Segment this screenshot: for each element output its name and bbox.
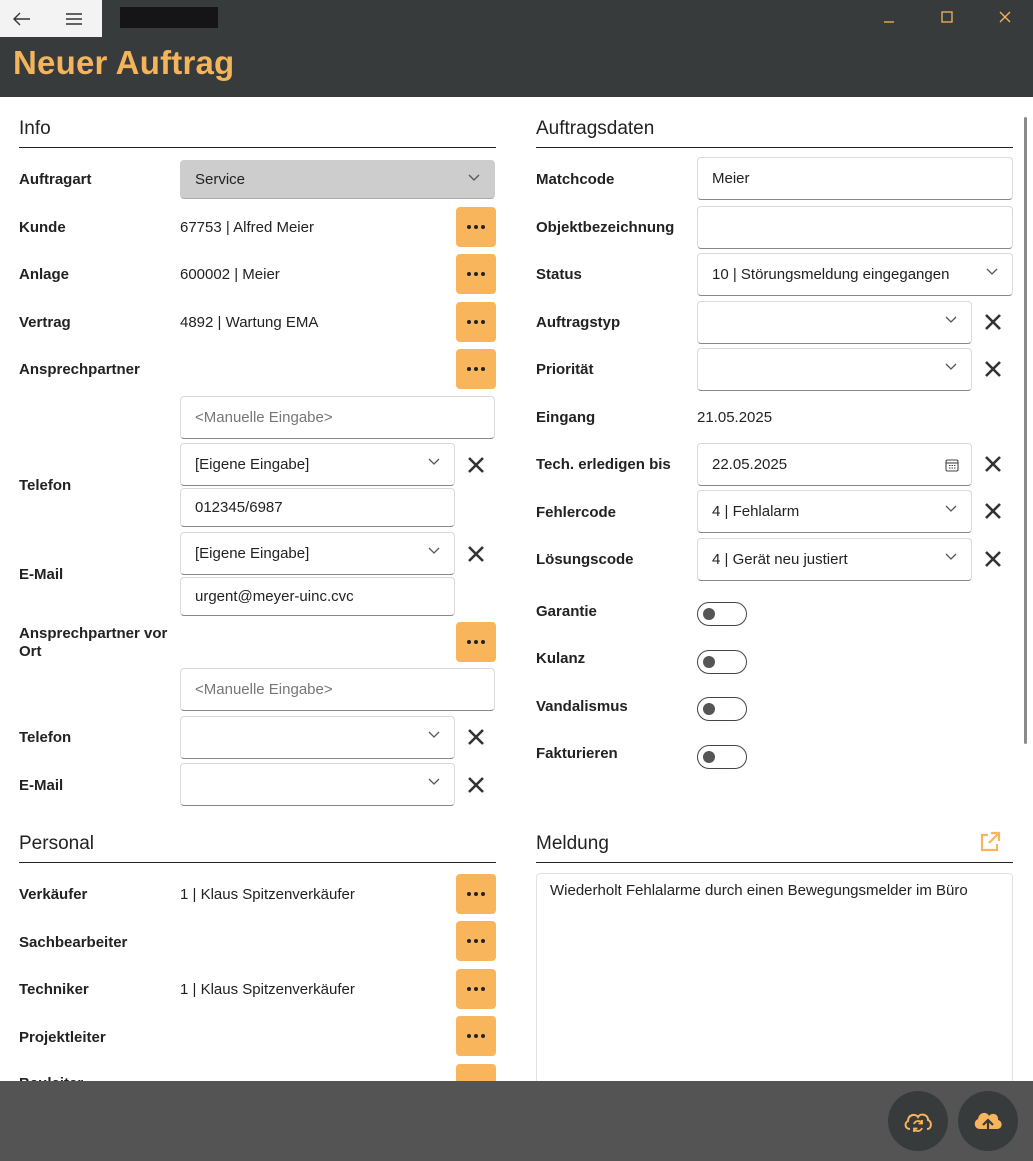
telefon-value: 012345/6987: [195, 499, 283, 516]
telefon-label: Telefon: [19, 477, 72, 494]
loesungscode-select[interactable]: [697, 538, 972, 581]
eingang-label: Eingang: [536, 409, 596, 426]
projektleiter-label: Projektleiter: [19, 1029, 106, 1046]
techniker-lookup-button[interactable]: [456, 969, 496, 1009]
fakturieren-label: Fakturieren: [536, 745, 618, 762]
kunde-lookup-button[interactable]: [456, 207, 496, 247]
auftragstyp-select[interactable]: [697, 301, 972, 344]
fehlercode-clear-button[interactable]: [981, 499, 1005, 523]
kulanz-toggle[interactable]: [697, 650, 747, 674]
tech-clear-button[interactable]: [981, 452, 1005, 476]
clear-x-icon: [984, 502, 1002, 520]
cloud-sync-icon: [902, 1107, 934, 1135]
prioritaet-select[interactable]: [697, 348, 972, 391]
apvo-input[interactable]: [180, 668, 495, 711]
loesungscode-clear-button[interactable]: [981, 547, 1005, 571]
telefon-type-value: [Eigene Eingabe]: [195, 456, 310, 473]
prioritaet-label: Priorität: [536, 361, 594, 378]
email2-label: E-Mail: [19, 777, 64, 794]
menu-button[interactable]: [52, 0, 96, 37]
meldung-textarea[interactable]: [536, 873, 1013, 1103]
minimize-icon: [883, 11, 895, 23]
maximize-icon: [941, 11, 953, 23]
garantie-toggle[interactable]: [697, 602, 747, 626]
toggle-knob: [703, 751, 715, 763]
telefon2-select[interactable]: [180, 716, 455, 759]
info-section-title: Info: [19, 118, 496, 148]
tech-date-picker[interactable]: [697, 443, 972, 486]
chevron-down-icon: [428, 731, 440, 739]
title-bar: [0, 0, 1033, 37]
clear-x-icon: [984, 360, 1002, 378]
meldung-text: Wiederholt Fehlalarme durch einen Bewegungsmelder im Büro: [550, 882, 968, 899]
ansprechpartner-input[interactable]: [180, 396, 495, 439]
open-external-button[interactable]: [978, 830, 1002, 854]
fehlercode-label: Fehlercode: [536, 504, 617, 521]
chevron-down-icon: [468, 174, 480, 182]
techniker-value: 1 | Klaus Spitzenverkäufer: [180, 981, 355, 998]
toggle-knob: [703, 656, 715, 668]
matchcode-input[interactable]: [697, 157, 1013, 200]
more-dots-icon: [467, 367, 485, 371]
vandalismus-toggle[interactable]: [697, 697, 747, 721]
more-dots-icon: [467, 892, 485, 896]
auftragstyp-clear-button[interactable]: [981, 310, 1005, 334]
email-type-select[interactable]: [180, 532, 455, 575]
more-dots-icon: [467, 225, 485, 229]
email-type-value: [Eigene Eingabe]: [195, 545, 310, 562]
ansprechpartner-label: Ansprechpartner: [19, 361, 140, 378]
chevron-down-icon: [428, 547, 440, 555]
more-dots-icon: [467, 640, 485, 644]
sync-button[interactable]: [888, 1091, 948, 1151]
calendar-icon: [945, 458, 959, 472]
anlage-lookup-button[interactable]: [456, 254, 496, 294]
telefon2-clear-button[interactable]: [464, 725, 488, 749]
page-header: [0, 37, 1033, 97]
objekt-label: Objektbezeichnung: [536, 219, 675, 236]
upload-button[interactable]: [958, 1091, 1018, 1151]
back-arrow-icon: [13, 12, 31, 26]
auftragstyp-label: Auftragstyp: [536, 314, 621, 331]
clear-x-icon: [467, 545, 485, 563]
email2-select[interactable]: [180, 763, 455, 806]
auftragart-value: Service: [195, 171, 246, 188]
email-value: urgent@meyer-uinc.cvc: [195, 588, 354, 605]
chevron-down-icon: [945, 505, 957, 513]
vertrag-label: Vertrag: [19, 314, 71, 331]
matchcode-label: Matchcode: [536, 171, 615, 188]
clear-x-icon: [984, 550, 1002, 568]
kulanz-label: Kulanz: [536, 650, 586, 667]
title-bar-nav: [0, 0, 102, 37]
page-title: Neuer Auftrag: [13, 44, 235, 81]
toggle-knob: [703, 703, 715, 715]
auftragart-select[interactable]: [180, 160, 495, 199]
apvo-lookup-button[interactable]: [456, 622, 496, 662]
apvo-placeholder: <Manuelle Eingabe>: [195, 681, 333, 698]
clear-x-icon: [467, 776, 485, 794]
form-content: [0, 97, 1033, 1081]
close-window-button[interactable]: [976, 0, 1033, 34]
eingang-value: 21.05.2025: [697, 409, 773, 426]
fehlercode-select[interactable]: [697, 490, 972, 533]
clear-x-icon: [467, 456, 485, 474]
anlage-label: Anlage: [19, 266, 70, 283]
status-select[interactable]: [697, 253, 1013, 296]
fakturieren-toggle[interactable]: [697, 745, 747, 769]
clear-x-icon: [984, 455, 1002, 473]
tech-value: 22.05.2025: [712, 456, 788, 473]
toggle-knob: [703, 608, 715, 620]
loesungscode-value: 4 | Gerät neu justiert: [712, 551, 848, 568]
email-clear-button[interactable]: [464, 542, 488, 566]
projektleiter-lookup-button[interactable]: [456, 1016, 496, 1056]
garantie-label: Garantie: [536, 603, 597, 620]
window-title: [120, 7, 218, 28]
meldung-section-title: Meldung: [536, 833, 1013, 863]
personal-section-title: Personal: [19, 833, 496, 863]
chevron-down-icon: [428, 458, 440, 466]
email2-clear-button[interactable]: [464, 773, 488, 797]
prioritaet-clear-button[interactable]: [981, 357, 1005, 381]
email-label: E-Mail: [19, 566, 64, 583]
external-link-icon: [978, 830, 1002, 854]
matchcode-value: Meier: [712, 170, 750, 187]
more-dots-icon: [467, 939, 485, 943]
verkaeufer-label: Verkäufer: [19, 886, 88, 903]
vertical-scrollbar[interactable]: [1024, 117, 1027, 744]
more-dots-icon: [467, 1034, 485, 1038]
auftragart-label: Auftragart: [19, 171, 92, 188]
verkaeufer-lookup-button[interactable]: [456, 874, 496, 914]
sachbearbeiter-label: Sachbearbeiter: [19, 934, 128, 951]
chevron-down-icon: [945, 553, 957, 561]
telefon-type-select[interactable]: [180, 443, 455, 486]
vertrag-lookup-button[interactable]: [456, 302, 496, 342]
close-icon: [999, 11, 1011, 23]
status-value: 10 | Störungsmeldung eingegangen: [712, 266, 950, 283]
vertrag-value: 4892 | Wartung EMA: [180, 314, 319, 331]
verkaeufer-value: 1 | Klaus Spitzenverkäufer: [180, 886, 355, 903]
chevron-down-icon: [945, 316, 957, 324]
clear-x-icon: [984, 313, 1002, 331]
status-label: Status: [536, 266, 582, 283]
tech-label: Tech. erledigen bis: [536, 456, 671, 473]
maximize-button[interactable]: [918, 0, 975, 34]
loesungscode-label: Lösungscode: [536, 551, 634, 568]
more-dots-icon: [467, 987, 485, 991]
cloud-upload-icon: [972, 1107, 1004, 1135]
clear-x-icon: [467, 728, 485, 746]
chevron-down-icon: [986, 268, 998, 276]
back-button[interactable]: [0, 0, 44, 37]
minimize-button[interactable]: [860, 0, 917, 34]
bottom-action-bar: [0, 1081, 1033, 1161]
sachbearbeiter-lookup-button[interactable]: [456, 921, 496, 961]
ansprechpartner-lookup-button[interactable]: [456, 349, 496, 389]
more-dots-icon: [467, 320, 485, 324]
anlage-value: 600002 | Meier: [180, 266, 280, 283]
ansprechpartner-placeholder: <Manuelle Eingabe>: [195, 409, 333, 426]
telefon-input[interactable]: [180, 488, 455, 527]
kunde-label: Kunde: [19, 219, 66, 236]
kunde-value: 67753 | Alfred Meier: [180, 219, 314, 236]
chevron-down-icon: [945, 363, 957, 371]
email-input[interactable]: [180, 577, 455, 616]
fehlercode-value: 4 | Fehlalarm: [712, 503, 800, 520]
chevron-down-icon: [428, 778, 440, 786]
hamburger-icon: [65, 12, 83, 26]
vandalismus-label: Vandalismus: [536, 698, 628, 715]
objekt-input[interactable]: [697, 206, 1013, 249]
auftragsdaten-section-title: Auftragsdaten: [536, 118, 1013, 148]
telefon-clear-button[interactable]: [464, 453, 488, 477]
techniker-label: Techniker: [19, 981, 89, 998]
apvo-label: Ansprechpartner vor Ort: [19, 625, 168, 660]
more-dots-icon: [467, 272, 485, 276]
telefon2-label: Telefon: [19, 729, 72, 746]
